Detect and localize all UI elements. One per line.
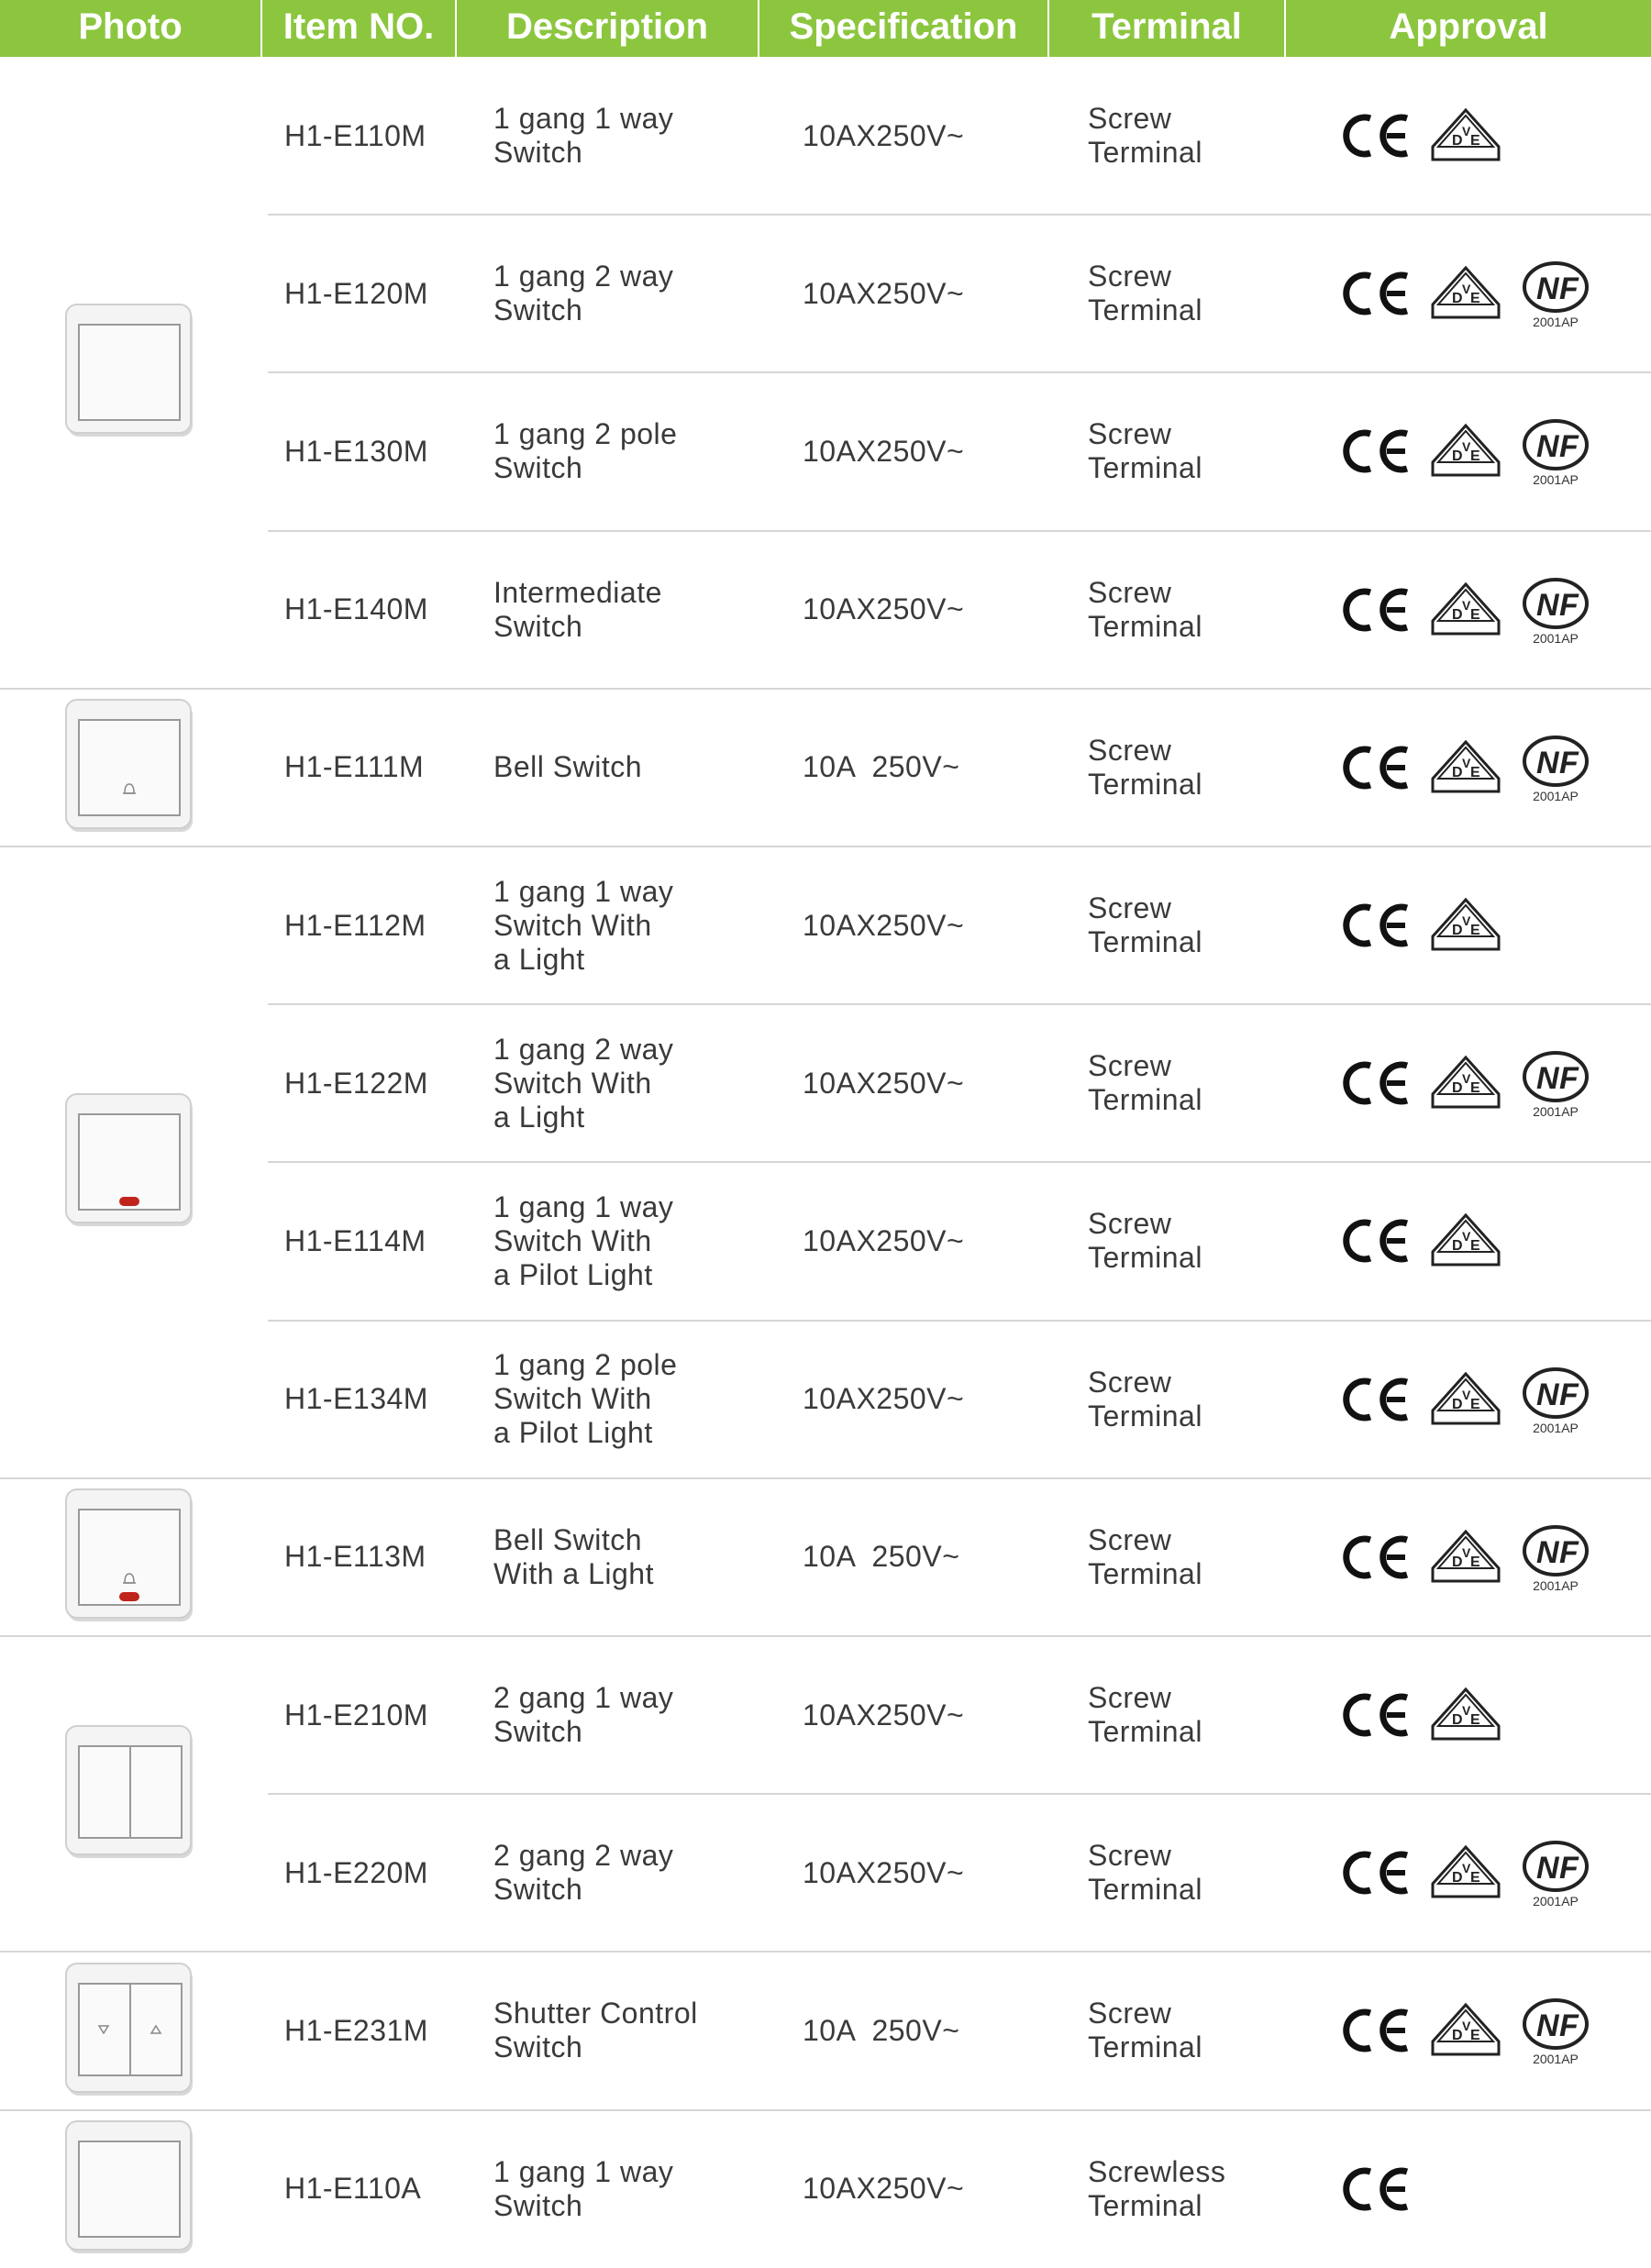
row-divider-full [0,846,1651,847]
item-number: H1-E112M [284,908,427,942]
description-line: 1 gang 1 way [493,874,674,908]
description [493,1162,769,1320]
terminal-line: Terminal [1088,767,1202,801]
approval-marks [1339,1952,1651,2109]
specification: 10AX250V~ [803,1223,965,1257]
description-lines [493,750,642,784]
terminal-line: Screw [1088,1207,1172,1241]
vde-mark-icon [1427,1211,1504,1270]
approval-marks [1339,1162,1651,1320]
terminal-line: Screw [1088,102,1172,135]
ce-mark-icon [1339,584,1413,636]
specification: 10AX250V~ [803,1066,965,1100]
svg-text:NF: NF [1536,587,1579,623]
svg-text:E: E [1470,1870,1481,1886]
terminal [1088,1162,1317,1320]
description [493,215,769,372]
svg-text:V: V [1462,1229,1471,1245]
terminal [1088,1636,1317,1794]
bell-switch-with-light-photo [64,1488,194,1627]
description [493,1004,769,1162]
terminal-line: Screw [1088,575,1172,609]
description [493,531,769,689]
description-line: Switch With [493,908,652,942]
specification: 10A 250V~ [803,1540,960,1574]
item-number: H1-E210M [284,1698,428,1731]
header-specification: Specification [758,0,1047,57]
svg-text:NF: NF [1536,271,1579,307]
svg-text:V: V [1462,1861,1471,1876]
terminal-lines [1088,1366,1202,1433]
terminal [1088,1004,1317,1162]
approval-marks [1339,689,1651,846]
svg-text:NF: NF [1536,1851,1579,1886]
terminal-lines [1088,1681,1202,1749]
svg-text:V: V [1462,1544,1471,1560]
table-row [0,57,1651,215]
description-lines [493,417,677,485]
table-row [0,846,1651,1004]
description-line: 1 gang 1 way [493,2154,674,2188]
description-lines [493,102,673,170]
svg-text:V: V [1462,1071,1471,1087]
description-line: Switch [493,136,583,169]
vde-mark-icon [1427,1370,1504,1429]
svg-text:V: V [1462,1703,1471,1718]
ce-mark-icon [1339,1532,1413,1583]
description [493,57,769,215]
nf-certificate-code: 2001AP [1533,2052,1579,2067]
ce-mark-icon [1339,426,1413,477]
item-number: H1-E113M [284,1540,427,1574]
terminal [1088,689,1317,846]
description-line: a Light [493,942,585,976]
terminal [1088,846,1317,1004]
description-line: Switch [493,293,583,327]
svg-text:NF: NF [1536,429,1579,465]
description [493,1636,769,1794]
specification: 10AX250V~ [803,592,965,626]
svg-text:D: D [1452,2028,1464,2044]
table-row [0,1478,1651,1636]
description-line: Bell Switch [493,750,642,784]
description-lines [493,1523,654,1591]
nf-certificate-code: 2001AP [1533,788,1579,803]
description-line: 1 gang 2 way [493,1032,674,1066]
terminal-line: Terminal [1088,136,1202,169]
description [493,1952,769,2109]
svg-text:E: E [1470,1554,1481,1570]
terminal-line: Terminal [1088,1556,1202,1590]
table-row [0,1636,1651,1794]
svg-text:NF: NF [1536,1377,1579,1412]
svg-text:V: V [1462,913,1471,928]
row-divider-full [0,688,1651,690]
terminal-line: Terminal [1088,2030,1202,2064]
description-line: Switch [493,1873,583,1907]
description-line: a Pilot Light [493,1416,653,1450]
table-row [0,1952,1651,2109]
approval-marks [1339,215,1651,372]
table-row [0,2110,1651,2268]
table-row [0,689,1651,846]
description-line: 2 gang 2 way [493,1839,674,1873]
row-divider [268,214,1651,216]
nf-mark-icon [1519,1997,1592,2070]
description-line: 1 gang 2 pole [493,417,678,451]
description-line: Switch With [493,1066,652,1100]
row-divider [268,371,1651,373]
description-line: 1 gang 2 pole [493,1348,678,1382]
vde-mark-icon [1427,2001,1504,2060]
terminal-line: Terminal [1088,609,1202,643]
specification: 10AX250V~ [803,434,965,468]
description [493,846,769,1004]
description-line: Switch [493,1715,583,1748]
description-lines [493,1190,673,1292]
product-table [0,57,1651,2267]
terminal [1088,531,1317,689]
svg-text:V: V [1462,1387,1471,1402]
description [493,689,769,846]
description-line: Intermediate [493,575,662,609]
description-line: 1 gang 2 way [493,260,674,293]
vde-mark-icon [1427,1528,1504,1587]
specification: 10AX250V~ [803,2172,965,2206]
svg-text:E: E [1470,1238,1481,1255]
nf-certificate-code: 2001AP [1533,630,1579,646]
svg-text:E: E [1470,1396,1481,1412]
svg-text:E: E [1470,606,1481,623]
terminal-line: Screwless [1088,2154,1226,2188]
terminal-lines [1088,576,1202,644]
nf-certificate-code: 2001AP [1533,315,1579,330]
terminal-lines [1088,417,1202,485]
terminal-line: Screw [1088,1365,1172,1399]
svg-text:V: V [1462,597,1471,613]
approval-marks [1339,57,1651,215]
svg-text:V: V [1462,439,1471,455]
svg-text:E: E [1470,923,1481,938]
nf-certificate-code: 2001AP [1533,1420,1579,1435]
svg-text:E: E [1470,764,1481,780]
nf-mark-icon [1519,417,1592,491]
specification: 10AX250V~ [803,118,965,152]
nf-certificate-code: 2001AP [1533,1104,1579,1120]
terminal-lines [1088,1523,1202,1591]
nf-certificate-code: 2001AP [1533,1894,1579,1909]
svg-text:V: V [1462,124,1471,138]
terminal-lines [1088,102,1202,170]
svg-text:V: V [1462,2019,1471,2034]
nf-mark-icon [1519,1049,1592,1123]
svg-text:D: D [1452,1238,1464,1255]
approval-marks [1339,372,1651,530]
row-divider-full [0,1477,1651,1479]
terminal-line: Terminal [1088,293,1202,327]
specification: 10AX250V~ [803,908,965,942]
terminal [1088,1478,1317,1636]
vde-mark-icon [1427,896,1504,955]
specification: 10AX250V~ [803,1382,965,1416]
terminal-line: Screw [1088,1681,1172,1714]
description-lines [493,1839,673,1907]
svg-text:V: V [1462,755,1471,770]
double-rocker-switch-photo [64,1724,194,1864]
nf-mark-icon [1519,260,1592,333]
description-line: Switch With [493,1223,652,1257]
row-divider [268,1320,1651,1322]
table-row [0,1004,1651,1162]
description-lines [493,260,673,327]
approval-marks [1339,1004,1651,1162]
description-line: a Pilot Light [493,1257,653,1291]
table-row [0,1794,1651,1952]
specification: 10AX250V~ [803,1698,965,1731]
ce-mark-icon [1339,900,1413,951]
single-rocker-switch-photo [64,303,194,442]
terminal-lines [1088,260,1202,327]
terminal-line: Terminal [1088,1715,1202,1748]
svg-text:D: D [1452,291,1464,307]
description-line: Shutter Control [493,1997,698,2030]
nf-certificate-code: 2001AP [1533,472,1579,488]
description-line: a Light [493,1100,585,1134]
specification: 10AX250V~ [803,276,965,310]
terminal-line: Terminal [1088,2188,1202,2222]
item-number: H1-E231M [284,2013,428,2047]
svg-text:NF: NF [1536,745,1579,780]
terminal-lines [1088,1207,1202,1275]
svg-text:D: D [1452,606,1464,623]
nf-mark-icon [1519,1523,1592,1597]
item-number: H1-E134M [284,1382,428,1416]
nf-mark-icon [1519,1366,1592,1439]
item-number: H1-E122M [284,1066,428,1100]
description-lines [493,1997,698,2064]
terminal-lines [1088,1049,1202,1117]
svg-text:E: E [1470,133,1481,149]
terminal-line: Terminal [1088,1873,1202,1907]
svg-text:D: D [1452,1554,1464,1570]
specification: 10A 250V~ [803,750,960,784]
table-row [0,1321,1651,1478]
terminal-line: Terminal [1088,925,1202,958]
table-row [0,1162,1651,1320]
description-line: Switch With [493,1382,652,1416]
terminal-line: Terminal [1088,1083,1202,1117]
description-lines [493,1681,673,1749]
ce-mark-icon [1339,2163,1413,2215]
row-divider [268,1793,1651,1795]
nf-mark-icon [1519,734,1592,807]
approval-marks [1339,1321,1651,1478]
description [493,2110,769,2268]
svg-text:D: D [1452,1870,1464,1886]
item-number: H1-E130M [284,434,428,468]
ce-mark-icon [1339,1057,1413,1109]
item-number: H1-E110M [284,118,427,152]
row-divider [268,530,1651,532]
svg-text:NF: NF [1536,1534,1579,1570]
terminal-line: Terminal [1088,1241,1202,1275]
vde-mark-icon [1427,106,1504,165]
header-item-no: Item NO. [260,0,455,57]
terminal-line: Screw [1088,1522,1172,1556]
terminal-line: Screw [1088,1839,1172,1873]
vde-mark-icon [1427,422,1504,481]
approval-marks [1339,1636,1651,1794]
description-lines [493,1348,677,1450]
svg-text:D: D [1452,1712,1464,1728]
svg-text:NF: NF [1536,1061,1579,1097]
item-number: H1-E120M [284,276,428,310]
terminal-lines [1088,891,1202,959]
row-divider [268,1161,1651,1163]
table-row [0,372,1651,530]
description [493,1794,769,1952]
terminal [1088,1952,1317,2109]
description-line: 1 gang 1 way [493,1189,674,1223]
nf-certificate-code: 2001AP [1533,1577,1579,1593]
row-divider [268,1003,1651,1005]
item-number: H1-E114M [284,1223,427,1257]
terminal-line: Screw [1088,1049,1172,1083]
terminal-line: Screw [1088,1997,1172,2030]
terminal-lines [1088,1839,1202,1907]
item-number: H1-E140M [284,592,428,626]
description [493,1321,769,1478]
svg-text:E: E [1470,1712,1481,1728]
item-number: H1-E111M [284,750,425,784]
vde-mark-icon [1427,264,1504,323]
description [493,1478,769,1636]
ce-mark-icon [1339,268,1413,319]
lighted-switch-photo [64,1092,194,1232]
terminal-line: Screw [1088,733,1172,767]
svg-text:V: V [1462,282,1471,297]
terminal-line: Screw [1088,891,1172,924]
header-description: Description [455,0,758,57]
description-line: 2 gang 1 way [493,1681,674,1714]
terminal-lines [1088,1997,1202,2064]
svg-text:D: D [1452,1080,1464,1097]
description-line: With a Light [493,1556,654,1590]
specification: 10A 250V~ [803,2013,960,2047]
ce-mark-icon [1339,742,1413,793]
description-line: Switch [493,451,583,485]
terminal-line: Terminal [1088,451,1202,485]
approval-marks [1339,1478,1651,1636]
vde-mark-icon [1427,1843,1504,1902]
nf-mark-icon [1519,1839,1592,1912]
terminal-lines [1088,2155,1225,2223]
svg-text:D: D [1452,133,1464,149]
description-line: Bell Switch [493,1522,642,1556]
header-photo: Photo [78,6,183,47]
terminal [1088,57,1317,215]
description-lines [493,576,662,644]
ce-mark-icon [1339,2005,1413,2056]
terminal-line: Screw [1088,417,1172,451]
description-line: 1 gang 1 way [493,102,674,135]
svg-text:D: D [1452,1396,1464,1412]
svg-text:D: D [1452,448,1464,465]
svg-text:D: D [1452,764,1464,780]
svg-text:E: E [1470,448,1481,465]
ce-mark-icon [1339,1374,1413,1425]
header-terminal: Terminal [1047,0,1284,57]
svg-text:E: E [1470,1080,1481,1097]
terminal-line: Terminal [1088,1399,1202,1433]
terminal [1088,215,1317,372]
svg-text:NF: NF [1536,2008,1579,2044]
specification: 10AX250V~ [803,1855,965,1889]
description-lines [493,2155,673,2223]
description-line: Switch [493,2030,583,2064]
terminal [1088,1794,1317,1952]
table-header [0,0,1651,57]
row-divider-full [0,2109,1651,2111]
approval-marks [1339,846,1651,1004]
table-row [0,215,1651,372]
description-line: Switch [493,2188,583,2222]
header-approval: Approval [1284,0,1651,57]
svg-text:E: E [1470,2028,1481,2044]
terminal [1088,2110,1317,2268]
approval-marks [1339,531,1651,689]
row-divider-full [0,1951,1651,1953]
vde-mark-icon [1427,581,1504,639]
bell-switch-photo [64,698,194,837]
description-lines [493,875,673,977]
item-number: H1-E110A [284,2172,422,2206]
description [493,372,769,530]
nf-mark-icon [1519,576,1592,649]
shutter-control-switch-photo [64,1962,194,2101]
ce-mark-icon [1339,1689,1413,1741]
table-row [0,531,1651,689]
vde-mark-icon [1427,738,1504,797]
screwless-switch-photo [64,2119,194,2259]
item-number: H1-E220M [284,1855,428,1889]
description-line: Switch [493,609,583,643]
terminal-line: Screw [1088,260,1172,293]
terminal [1088,372,1317,530]
svg-text:E: E [1470,291,1481,307]
ce-mark-icon [1339,110,1413,161]
approval-marks [1339,2110,1651,2268]
description-lines [493,1033,673,1134]
svg-text:D: D [1452,923,1464,938]
terminal [1088,1321,1317,1478]
terminal-lines [1088,734,1202,802]
ce-mark-icon [1339,1215,1413,1267]
row-divider-full [0,1635,1651,1637]
vde-mark-icon [1427,1054,1504,1112]
ce-mark-icon [1339,1847,1413,1898]
approval-marks [1339,1794,1651,1952]
vde-mark-icon [1427,1686,1504,1744]
